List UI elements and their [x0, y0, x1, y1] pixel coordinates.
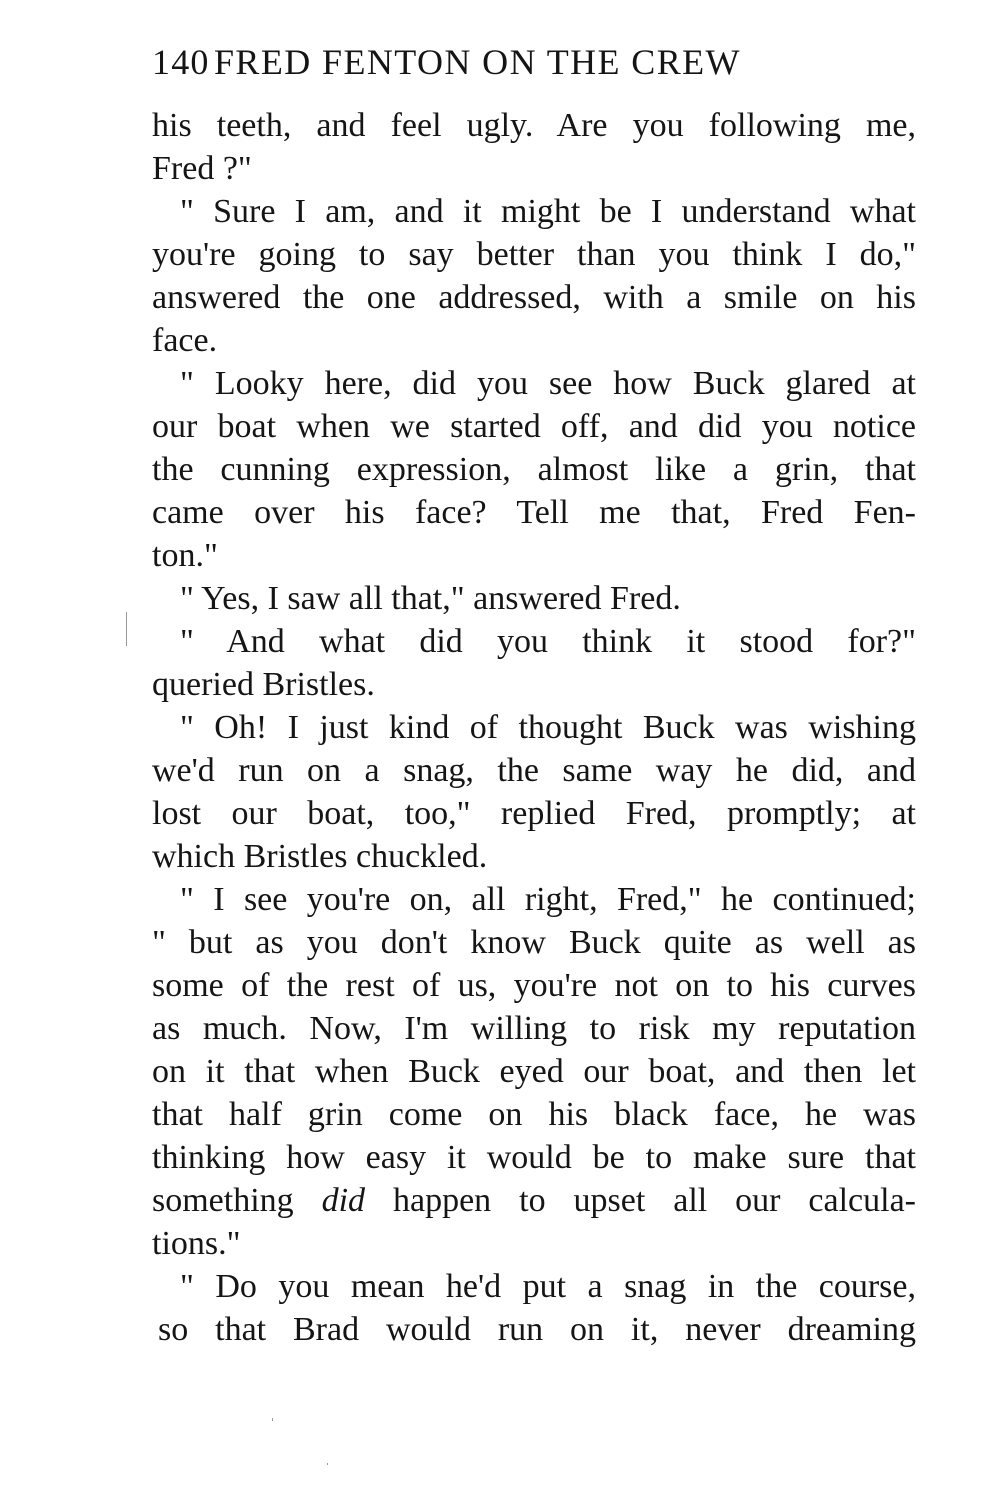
text-segment: happen to upset all our calcula- — [365, 1182, 916, 1219]
body-text — [152, 104, 916, 1351]
text-line: tions." — [152, 1225, 241, 1262]
text-line: came over his face? Tell me that, Fred Fen- — [152, 494, 916, 531]
text-line: on it that when Buck eyed our boat, and then let — [152, 1053, 916, 1090]
print-mark — [272, 1418, 273, 1421]
text-line: " Yes, I saw all that," answered Fred. — [180, 580, 681, 617]
text-line: " And what did you think it stood for?" — [180, 623, 916, 660]
text-line: some of the rest of us, you're not on to his curves — [152, 967, 916, 1004]
text-line: " but as you don't know Buck quite as well as — [152, 924, 916, 961]
text-line: so that Brad would run on it, never dreaming — [158, 1311, 916, 1348]
text-line: " Do you mean he'd put a snag in the course, — [180, 1268, 916, 1305]
text-line: we'd run on a snag, the same way he did, and — [152, 752, 916, 789]
text-line: as much. Now, I'm willing to risk my reputation — [152, 1010, 916, 1047]
text-line: lost our boat, too," replied Fred, promptly; at — [152, 795, 916, 832]
text-line: " I see you're on, all right, Fred," he continued; — [180, 881, 916, 918]
running-title: FRED FENTON ON THE CREW — [214, 42, 741, 82]
text-line: thinking how easy it would be to make sure that — [152, 1139, 916, 1176]
text-line: that half grin come on his black face, he was — [152, 1096, 916, 1133]
print-mark — [126, 612, 127, 646]
text-line: which Bristles chuckled. — [152, 838, 488, 875]
text-line: queried Bristles. — [152, 666, 375, 703]
text-line: you're going to say better than you think I do," — [152, 236, 916, 273]
text-line: the cunning expression, almost like a grin, that — [152, 451, 916, 488]
text-line: " Sure I am, and it might be I understand what — [180, 193, 916, 230]
text-line: " Oh! I just kind of thought Buck was wishing — [180, 709, 916, 746]
print-mark — [327, 1463, 328, 1465]
text-line: his teeth, and feel ugly. Are you following me, — [152, 107, 916, 144]
text-line: answered the one addressed, with a smile on his — [152, 279, 916, 316]
text-line: " Looky here, did you see how Buck glared at — [180, 365, 916, 402]
text-line: face. — [152, 322, 218, 359]
emphasized-word: did — [321, 1182, 366, 1219]
text-segment: something — [152, 1182, 322, 1219]
running-header — [152, 40, 842, 84]
page-number: 140 — [152, 42, 210, 82]
text-line: ton." — [152, 537, 218, 574]
text-line: Fred ?" — [152, 150, 252, 187]
text-line-with-emphasis — [152, 1179, 916, 1222]
text-line: our boat when we started off, and did you notice — [152, 408, 916, 445]
